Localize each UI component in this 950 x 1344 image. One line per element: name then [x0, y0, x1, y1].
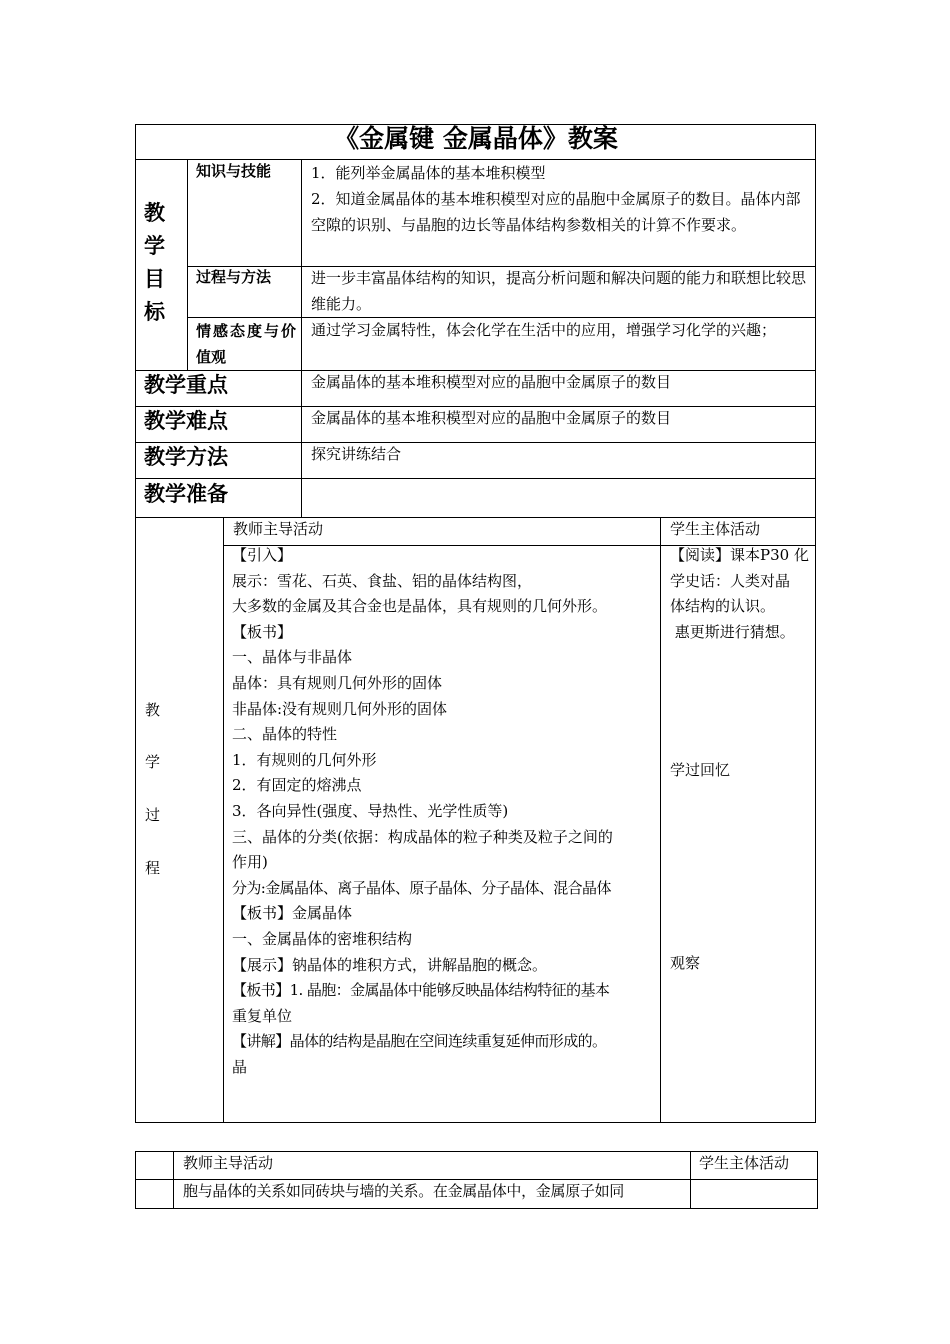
process-label-char: 程	[145, 859, 161, 877]
table2-border-left	[135, 1151, 136, 1208]
process-method-text: 进一步丰富晶体结构的知识，提高分析问题和解决问题的能力和联想比较思维能力。	[311, 269, 807, 313]
continuation-student-header: 学生主体活动	[699, 1154, 790, 1172]
knowledge-skills-line-1: 1．能列举金属晶体的基本堆积模型	[311, 164, 546, 182]
table2-rule-v	[173, 1151, 174, 1208]
table-border-left	[135, 124, 136, 1122]
teacher-line: 【板书】1. 晶胞：金属晶体中能够反映晶体结构特征的基本	[232, 981, 610, 1000]
knowledge-skills-line-2: 2．知道金属晶体的基本堆积模型对应的晶胞中金属原子的数目。晶体内部空隙的识别、与晶胞的边长等晶体结构参数相关的计算不作要求。	[311, 190, 801, 234]
student-activity-content	[670, 543, 812, 645]
teacher-line: 晶体：具有规则几何外形的固体	[232, 673, 443, 692]
objectives-label-char: 教	[144, 200, 165, 225]
teacher-line: 【板书】	[232, 622, 293, 641]
teacher-line: 【引入】	[232, 546, 293, 564]
table-rule-v	[223, 517, 224, 1122]
teacher-line: 1．有规则的几何外形	[232, 750, 377, 769]
teacher-line: 【板书】金属晶体	[232, 904, 353, 923]
key-point-value: 金属晶体的基本堆积模型对应的晶胞中金属原子的数目	[311, 373, 672, 391]
difficulty-value: 金属晶体的基本堆积模型对应的晶胞中金属原子的数目	[311, 409, 672, 427]
knowledge-skills-label: 知识与技能	[196, 162, 272, 180]
objectives-label-char: 标	[144, 299, 165, 324]
table-border-right	[815, 124, 816, 1122]
teacher-line: 二、晶体的特性	[232, 725, 338, 744]
student-line: 学史话：人类对晶	[670, 571, 791, 590]
continuation-teacher-header: 教师主导活动	[183, 1154, 274, 1172]
student-review: 学过回忆	[670, 761, 731, 779]
emotion-values-text: 通过学习金属特性，体会化学在生活中的应用，增强学习化学的兴趣；	[311, 321, 777, 339]
emotion-values-label: 情感态度与价值观	[196, 322, 296, 366]
teacher-line: 2．有固定的熔沸点	[232, 776, 362, 795]
difficulty-label: 教学难点	[144, 408, 228, 433]
table2-border-bottom	[135, 1208, 818, 1209]
teacher-line: 大多数的金属及其合金也是晶体，具有规则的几何外形。	[232, 597, 608, 616]
teacher-line: 作用)	[232, 853, 268, 872]
table2-rule-v	[690, 1151, 691, 1208]
process-label-char: 过	[145, 806, 161, 824]
objectives-label-char: 目	[144, 266, 165, 291]
process-label-char: 教	[145, 701, 161, 719]
table-rule-v	[301, 159, 302, 517]
objectives-label-char: 学	[144, 233, 165, 258]
student-observe: 观察	[670, 954, 701, 972]
teacher-line: 分为:金属晶体、离子晶体、原子晶体、分子晶体、混合晶体	[232, 878, 611, 897]
teacher-activity-header: 教师主导活动	[233, 520, 324, 538]
method-value: 探究讲练结合	[311, 445, 402, 463]
continuation-teacher-line: 胞与晶体的关系如同砖块与墙的关系。在金属晶体中，金属原子如同	[183, 1182, 625, 1200]
process-method-label: 过程与方法	[196, 268, 272, 286]
table-border-bottom	[135, 1122, 816, 1123]
preparation-label: 教学准备	[144, 481, 228, 506]
teacher-line: 晶	[232, 1057, 248, 1076]
teacher-line: 3．各向异性(强度、导热性、光学性质等)	[232, 801, 509, 820]
student-line: 体结构的认识。	[670, 597, 776, 616]
table-rule-v	[660, 517, 661, 1122]
teacher-line: 一、金属晶体的密堆积结构	[232, 929, 413, 948]
teacher-line: 【展示】钠晶体的堆积方式，讲解晶胞的概念。	[232, 955, 548, 974]
table2-border-right	[817, 1151, 818, 1208]
teacher-line: 非晶体:没有规则几何外形的固体	[232, 699, 448, 718]
teacher-line: 三、晶体的分类(依据：构成晶体的粒子种类及粒子之间的	[232, 827, 613, 846]
key-point-label: 教学重点	[144, 372, 228, 397]
student-line: 【阅读】课本P30 化	[670, 546, 809, 564]
teacher-line: 一、晶体与非晶体	[232, 648, 353, 667]
table-rule	[135, 478, 816, 479]
teacher-line: 展示：雪花、石英、食盐、铝的晶体结构图，	[232, 571, 533, 590]
student-line: 惠更斯进行猜想。	[670, 622, 795, 641]
process-label-char: 学	[145, 753, 161, 771]
student-activity-header: 学生主体活动	[670, 520, 761, 538]
table-rule-v	[187, 159, 188, 370]
method-label: 教学方法	[144, 444, 228, 469]
teacher-activity-content	[232, 543, 656, 1080]
teacher-line: 【讲解】晶体的结构是晶胞在空间连续重复延伸而形成的。	[232, 1032, 607, 1051]
document-title: 《金属键 金属晶体》教案	[334, 124, 618, 153]
teacher-line: 重复单位	[232, 1006, 293, 1025]
objectives-label	[144, 196, 174, 328]
